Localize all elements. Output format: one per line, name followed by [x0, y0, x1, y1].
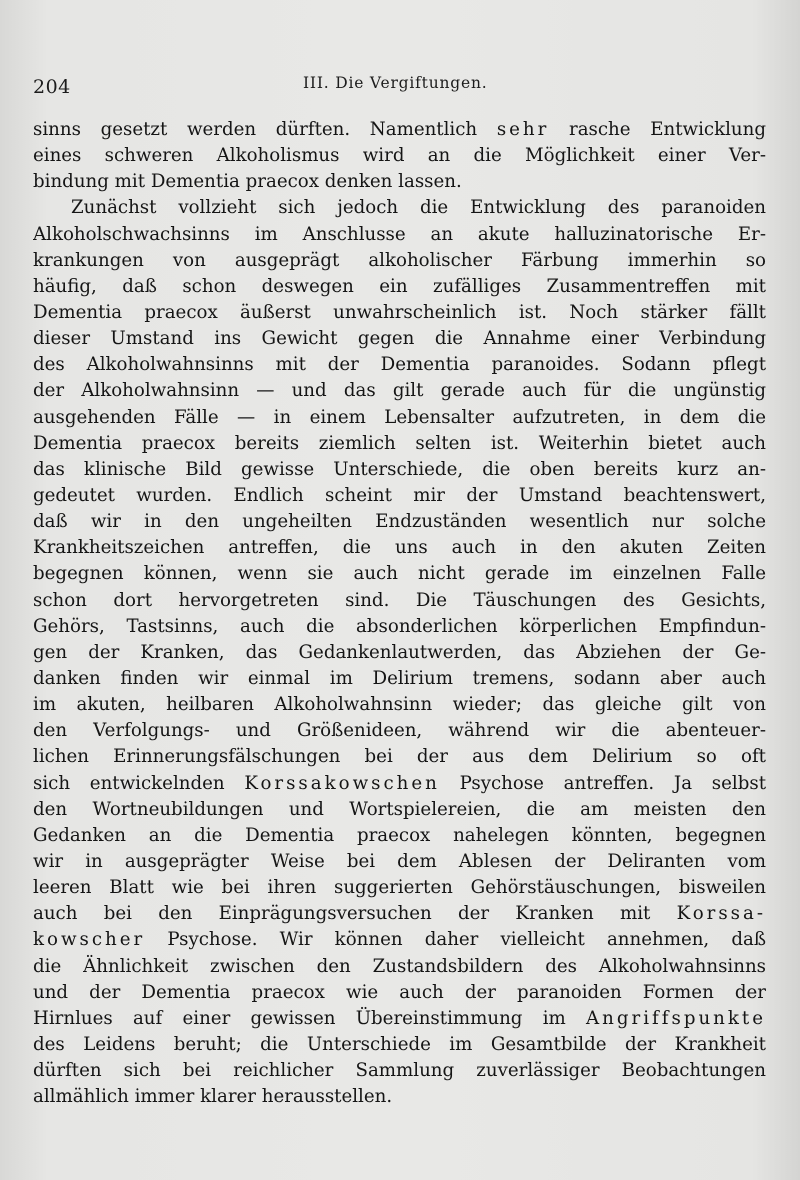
text-segment: auch bei den Einprägungsversuchen der Kranken mit	[33, 903, 677, 925]
text-line: allmählich immer klarer herausstellen.	[33, 1086, 393, 1108]
text-line: ausgehenden Fälle — in einem Lebensalter aufzutreten, in dem die	[33, 406, 766, 428]
text-segment: sich entwickelnden	[33, 772, 245, 794]
text-line: eines schweren Alkoholismus wird an die Möglichkeit einer Ver-	[33, 145, 766, 167]
emphasized-word: sehr	[496, 119, 550, 140]
text-line	[33, 927, 766, 953]
text-line: Alkoholschwachsinns im Anschlusse an akute halluzinatorische Er-	[33, 223, 766, 245]
text-line: dürften sich bei reichlicher Sammlung zuverlässiger Beobachtungen	[33, 1060, 766, 1082]
text-line: Gedanken an die Dementia praecox nahelegen könnten, begegnen	[33, 824, 766, 846]
text-line: des Alkoholwahnsinns mit der Dementia paranoides. Sodann pflegt	[33, 354, 766, 376]
text-line: lichen Erinnerungsfälschungen bei der aus dem Delirium so oft	[33, 746, 766, 768]
emphasized-name: kowscher	[33, 929, 146, 951]
emphasized-word: Angriffspunkte	[586, 1007, 766, 1029]
text-line: Zunächst vollzieht sich jedoch die Entwicklung des paranoiden	[71, 197, 766, 219]
text-segment: Hirnlues auf einer gewissen Übereinstimmung im	[33, 1007, 587, 1029]
emphasized-name: Korssakowschen	[244, 772, 440, 794]
text-line: die Ähnlichkeit zwischen den Zustandsbildern des Alkoholwahnsinns	[33, 955, 766, 977]
text-line: häufig, daß schon deswegen ein zufälliges Zusammentreffen mit	[33, 275, 766, 297]
text-line: den Wortneubildungen und Wortspielereien, die am meisten den	[33, 798, 766, 820]
text-line	[33, 117, 766, 143]
text-line: krankungen von ausgeprägt alkoholischer Färbung immerhin so	[33, 249, 766, 271]
text-line	[33, 1006, 766, 1032]
emphasized-name: Korssa-	[676, 903, 766, 925]
text-segment: sinns gesetzt werden dürften. Namentlich	[33, 119, 497, 140]
text-line: gen der Kranken, das Gedankenlautwerden, das Abziehen der Ge-	[33, 641, 766, 663]
text-line: des Leidens beruht; die Unterschiede im Gesamtbilde der Krankheit	[33, 1033, 766, 1055]
text-line: im akuten, heilbaren Alkoholwahnsinn wieder; das gleiche gilt von	[33, 694, 766, 716]
text-line: wir in ausgeprägter Weise bei dem Ablesen der Deliranten vom	[33, 850, 766, 872]
text-line: den Verfolgungs- und Größenideen, während wir die abenteuer-	[33, 720, 766, 742]
text-line: schon dort hervorgetreten sind. Die Täuschungen des Gesichts,	[33, 589, 766, 611]
text-segment: Psychose. Wir können daher vielleicht annehmen, daß	[145, 929, 766, 951]
running-head: III. Die Vergiftungen.	[303, 74, 488, 92]
text-line: daß wir in den ungeheilten Endzuständen wesentlich nur solche	[33, 511, 766, 533]
text-line: der Alkoholwahnsinn — und das gilt gerade auch für die ungünstig	[33, 380, 766, 402]
text-line: leeren Blatt wie bei ihren suggerierten Gehörstäuschungen, bisweilen	[33, 877, 766, 899]
text-line: und der Dementia praecox wie auch der paranoiden Formen der	[33, 981, 766, 1003]
text-line: das klinische Bild gewisse Unterschiede, die oben bereits kurz an-	[33, 458, 766, 480]
page-number: 204	[33, 76, 71, 98]
text-line: begegnen können, wenn sie auch nicht gerade im einzelnen Falle	[33, 563, 766, 585]
page-header	[33, 70, 768, 100]
text-line: Gehörs, Tastsinns, auch die absonderlichen körperlichen Empfindun-	[33, 615, 766, 637]
text-line: Krankheitszeichen antreffen, die uns auch in den akuten Zeiten	[33, 537, 766, 559]
text-segment: Psychose antreffen. Ja selbst	[439, 772, 766, 794]
text-line: dieser Umstand ins Gewicht gegen die Annahme einer Verbindung	[33, 328, 766, 350]
body-text	[33, 117, 766, 1110]
text-line	[33, 901, 766, 927]
text-line: bindung mit Dementia praecox denken lassen.	[33, 171, 462, 193]
text-line	[33, 771, 766, 797]
text-segment: rasche Entwicklung	[549, 119, 766, 140]
text-line: Dementia praecox äußerst unwahrscheinlich ist. Noch stärker fällt	[33, 301, 766, 323]
text-line: danken finden wir einmal im Delirium tremens, sodann aber auch	[33, 667, 766, 689]
text-line: Dementia praecox bereits ziemlich selten ist. Weiterhin bietet auch	[33, 432, 766, 454]
text-line: gedeutet wurden. Endlich scheint mir der Umstand beachtenswert,	[33, 484, 766, 506]
